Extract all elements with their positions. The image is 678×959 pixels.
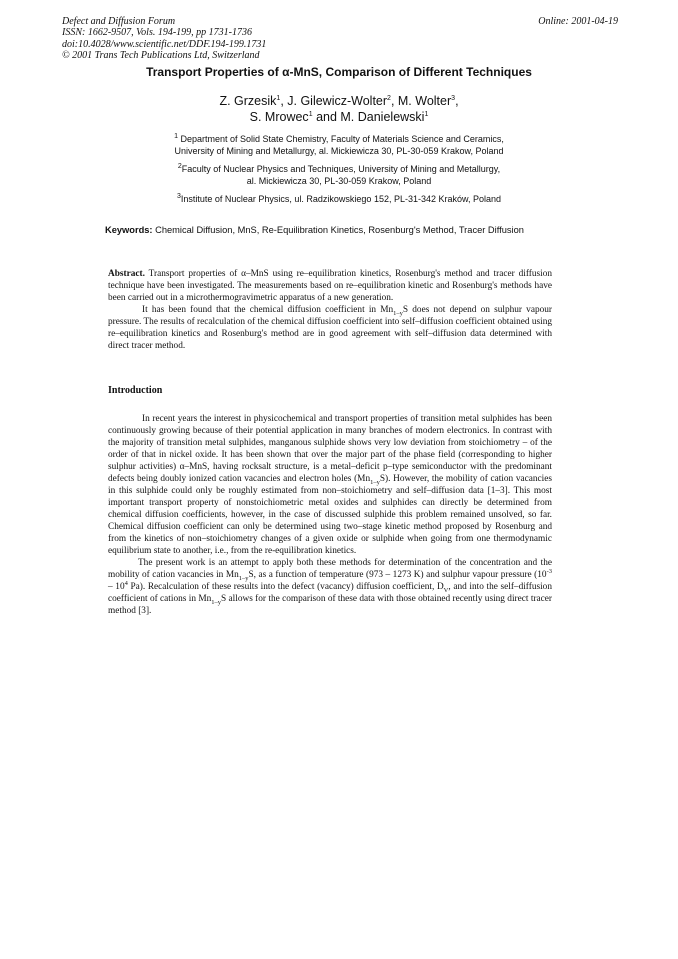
abstract-label: Abstract.: [108, 269, 145, 279]
abstract-text: It has been found that the chemical diffusion coefficient in Mn: [142, 305, 394, 315]
issn-line: ISSN: 1662-9507, Vols. 194-199, pp 1731-1736: [62, 27, 252, 39]
author-sup: 1: [424, 110, 429, 118]
affiliation-line: Faculty of Nuclear Physics and Techniques, University of Mining and Metallurgy,: [181, 164, 501, 174]
keywords: [105, 224, 545, 236]
affiliation-line: Department of Solid State Chemistry, Faculty of Materials Science and Ceramics,: [177, 134, 504, 144]
affiliation-line: Institute of Nuclear Physics, ul. Radzikowskiego 152, PL-31-342 Kraków, Poland: [180, 194, 502, 204]
intro-text: The present work is an attempt to apply both these methods for determination of the concentration and the mobility of cation vacancies in Mn: [108, 558, 552, 580]
author-sup: 1: [276, 94, 281, 102]
affiliation-line: al. Mickiewicza 30, PL-30-059 Krakow, Poland: [246, 176, 432, 186]
intro-text: – 10: [108, 582, 125, 592]
intro-text: S). However, the mobility of cation vacancies in this sulphide could only be roughly estimated from non–stoichiometry and self–diffusion data [1–3]. This most important transport property of nonstoichiometric metal oxides and sulphides can directly be determined from chemical diffusion coefficients, however, in the case of discussed sulphide this problem remained unsolved, so far. Chemical diffusion coefficient can only be determined using two–stage kinetic method proposed by Rosenburg and from the kinetics of non–stoichiometry changes of a given oxide or sulphide when going from one thermodynamic equilibrium state to another, i.e., from the re-equilibration kinetics.: [108, 474, 552, 556]
author-name: , M. Wolter: [390, 94, 452, 108]
paper-title: Transport Properties of α-MnS, Comparison of Different Techniques: [146, 65, 532, 79]
superscript: 4: [124, 579, 128, 587]
abstract: [108, 268, 552, 352]
author-sup: 1: [308, 110, 313, 118]
author-line-1: Z. Grzesik$^1$, J. Gilewicz-Wolter$^2$, M. Wolter$^3$,: [219, 94, 459, 108]
journal-header: [62, 16, 266, 61]
author-list: [0, 93, 678, 125]
author-sup: 3: [451, 94, 456, 102]
affiliation-sup: 2: [177, 163, 182, 170]
subscript: 1–y: [393, 309, 403, 317]
abstract-text: Transport properties of α–MnS using re–equilibration kinetics, Rosenburg's method and tracer diffusion technique have been investigated. The measurements based on re–equilibration kinetic and Rosenburg's methods have been carried out in a microthermogravimetric apparatus of a new generation.: [108, 269, 552, 303]
affiliation-line: University of Mining and Metallurgy, al. Mickiewicza 30, PL-30-059 Krakow, Poland: [174, 146, 504, 156]
online-date: Online: 2001-04-19: [538, 16, 618, 27]
abstract-text: S does not depend on sulphur vapour pressure. The results of recalculation of the chemical diffusion coefficient into self–diffusion coefficient obtained using re–equilibration kinetics and Rosenburg's method are in good agreement with self–diffusion data determined with direct tracer method.: [108, 305, 552, 351]
intro-text: In recent years the interest in physicochemical and transport properties of transition metal sulphides has been continuously growing because of their potential application in many branches of modern electronics. In contrast with the majority of transition metal sulphides, manganous sulphide shows very low deviation from stoichiometry – of the order of that in nickel oxide. It has been shown that over the major part of the phase field (corresponding to higher sulphur activities) α–MnS, having rocksalt structure, is a metal–deficit p–type semiconductor with the predominant defects being doubly ionized cation vacancies and electron holes (Mn: [108, 414, 552, 484]
affiliation-sup: 3: [176, 193, 181, 200]
subscript: V: [443, 586, 449, 594]
affiliation-2: [0, 163, 678, 187]
author-name: and M. Danielewski: [312, 110, 425, 124]
intro-text: S, as a function of temperature (973 – 1273 K) and sulphur vapour pressure (10: [248, 570, 547, 580]
subscript: 1–y: [211, 598, 221, 606]
doi-line: doi:10.4028/www.scientific.net/DDF.194-199.1731: [62, 38, 267, 50]
keywords-label: Keywords:: [105, 225, 153, 235]
intro-text: S allows for the comparison of these data with those obtained recently using direct tracer method [3].: [108, 594, 552, 616]
author-name: S. Mrowec: [249, 110, 309, 124]
journal-name: Defect and Diffusion Forum: [62, 16, 176, 27]
affiliation-sup: 1: [174, 133, 178, 140]
author-line-2: [0, 109, 678, 125]
keywords-text: Chemical Diffusion, MnS, Re-Equilibration Kinetics, Rosenburg's Method, Tracer Diffusion: [152, 225, 524, 235]
affiliation-3: [0, 193, 678, 205]
intro-text: , and into the self–diffusion coefficient of cations in Mn: [108, 582, 552, 604]
introduction-body: [108, 413, 552, 617]
author-name: , J. Gilewicz-Wolter: [280, 94, 388, 108]
affiliation-1: [0, 133, 678, 157]
author-name: Z. Grzesik: [219, 94, 277, 108]
author-sup: 2: [387, 94, 391, 102]
section-heading-introduction: Introduction: [108, 385, 163, 396]
copyright-line: © 2001 Trans Tech Publications Ltd, Switzerland: [62, 49, 260, 61]
superscript: -3: [546, 567, 552, 575]
subscript: 1–y: [238, 574, 249, 582]
intro-text: Pa). Recalculation of these results into the defect (vacancy) diffusion coefficient, D: [127, 582, 444, 592]
subscript: 1–y: [370, 478, 380, 486]
